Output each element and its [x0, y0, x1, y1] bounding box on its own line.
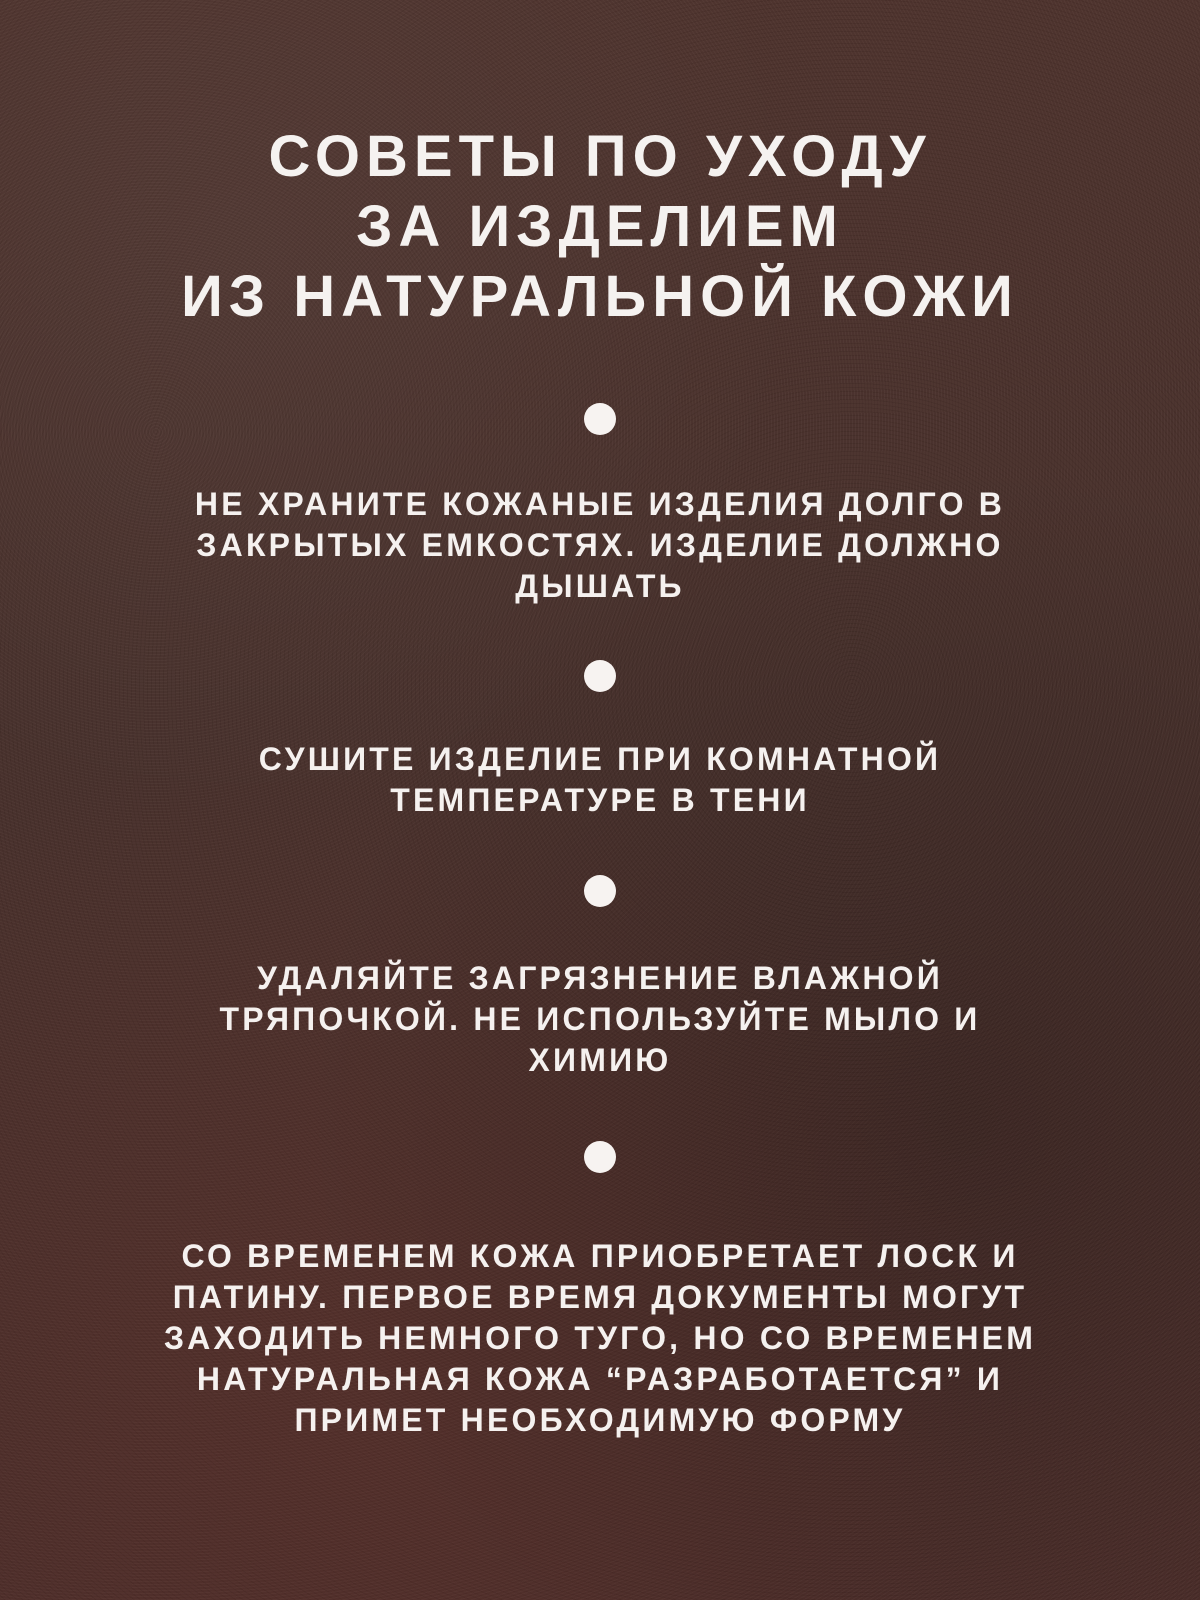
tip-line: ХИМИЮ	[528, 1042, 672, 1078]
page-title-line: СОВЕТЫ ПО УХОДУ	[268, 124, 932, 189]
tip-line: УДАЛЯЙТЕ ЗАГРЯЗНЕНИЕ ВЛАЖНОЙ	[257, 960, 943, 996]
bullet-dot-icon	[584, 403, 616, 435]
bullet-dot-icon	[584, 875, 616, 907]
tip-line: НАТУРАЛЬНАЯ КОЖА “РАЗРАБОТАЕТСЯ” И	[196, 1361, 1004, 1397]
tip-line: ЗАКРЫТЫХ ЕМКОСТЯХ. ИЗДЕЛИЕ ДОЛЖНО	[196, 527, 1004, 563]
care-tip-patina	[100, 1236, 1100, 1441]
care-tip-drying	[100, 739, 1100, 821]
tip-line: ДЫШАТЬ	[515, 568, 685, 604]
tip-line: ЗАХОДИТЬ НЕМНОГО ТУГО, НО СО ВРЕМЕНЕМ	[163, 1320, 1037, 1356]
care-tip-cleaning	[100, 958, 1100, 1081]
tip-line: ПРИМЕТ НЕОБХОДИМУЮ ФОРМУ	[294, 1402, 906, 1438]
tip-line: ТРЯПОЧКОЙ. НЕ ИСПОЛЬЗУЙТЕ МЫЛО И	[219, 1001, 981, 1037]
tip-line: СУШИТЕ ИЗДЕЛИЕ ПРИ КОМНАТНОЙ	[258, 741, 942, 777]
page-title-line: ИЗ НАТУРАЛЬНОЙ КОЖИ	[181, 264, 1019, 329]
page-title-line: ЗА ИЗДЕЛИЕМ	[356, 194, 844, 259]
tip-line: СО ВРЕМЕНЕМ КОЖА ПРИОБРЕТАЕТ ЛОСК И	[181, 1238, 1019, 1274]
bullet-dot-icon	[584, 660, 616, 692]
bullet-dot-icon	[584, 1141, 616, 1173]
tip-line: ТЕМПЕРАТУРЕ В ТЕНИ	[390, 782, 810, 818]
tip-line: НЕ ХРАНИТЕ КОЖАНЫЕ ИЗДЕЛИЯ ДОЛГО В	[194, 486, 1006, 522]
care-tip-storage	[100, 484, 1100, 607]
tip-line: ПАТИНУ. ПЕРВОЕ ВРЕМЯ ДОКУМЕНТЫ МОГУТ	[172, 1279, 1028, 1315]
page-title	[0, 122, 1200, 332]
